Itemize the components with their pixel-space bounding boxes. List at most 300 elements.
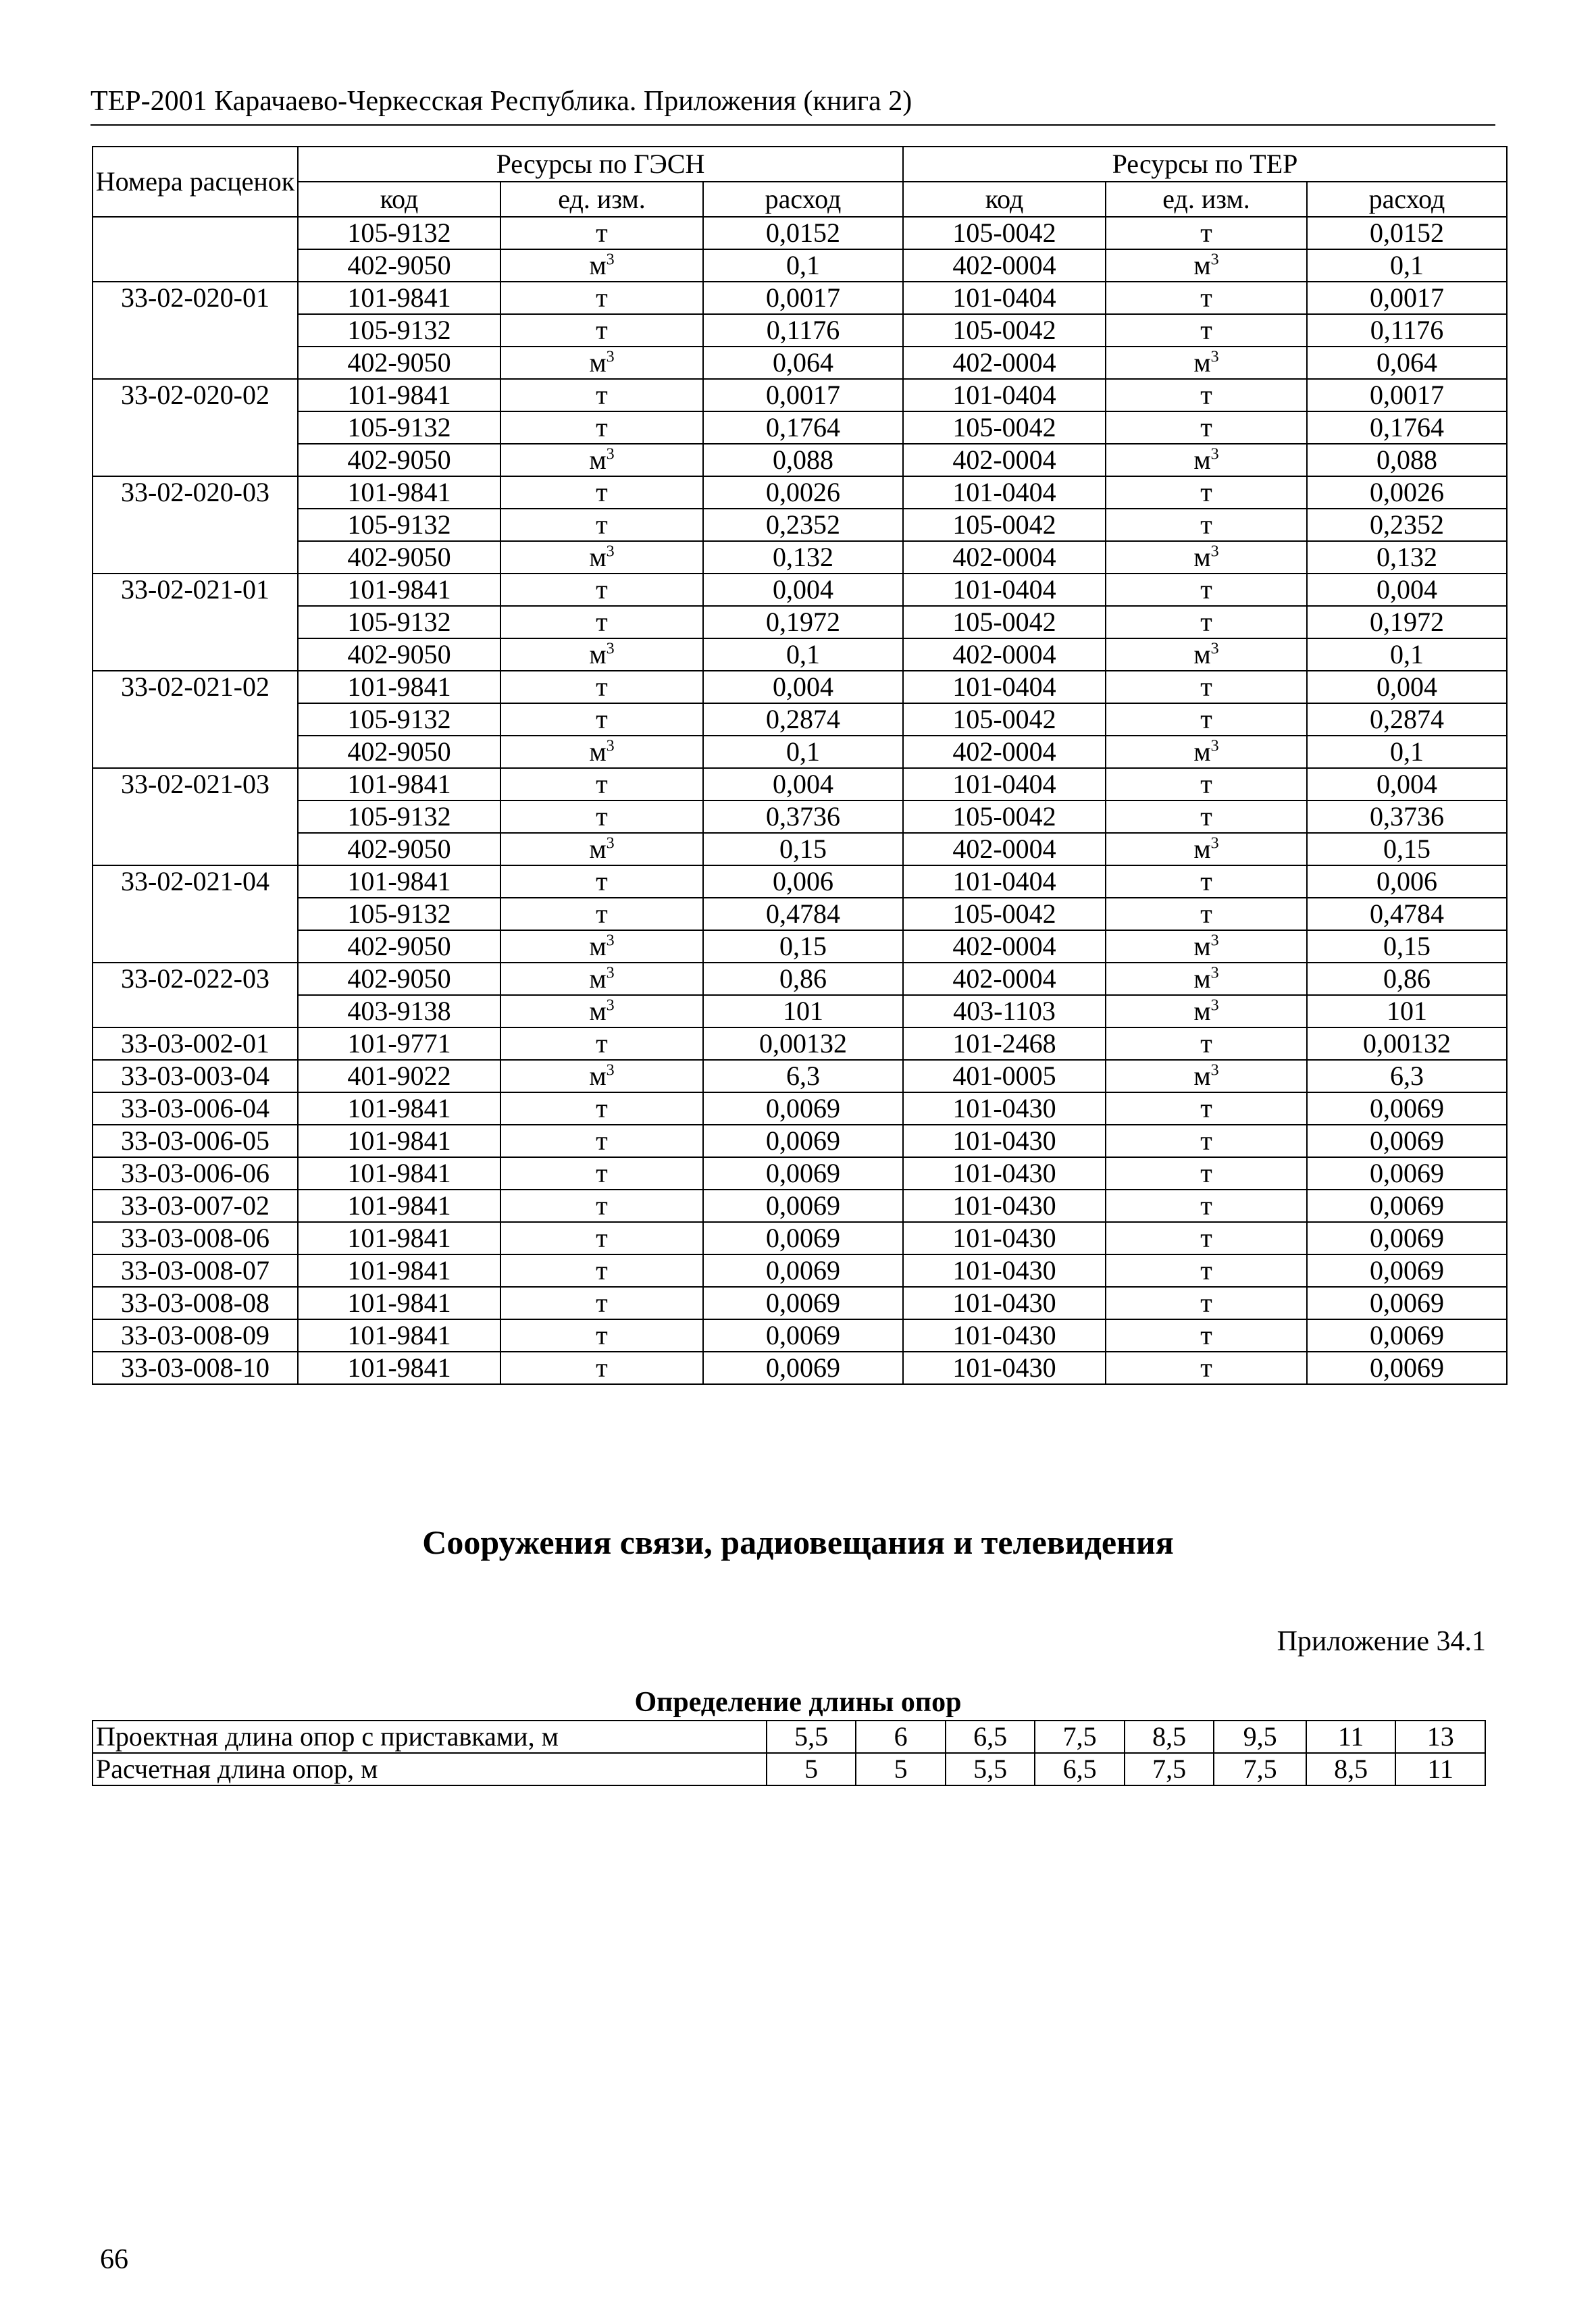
gesn-unit-cell: т bbox=[500, 411, 703, 444]
unit-m3: $м^3$ bbox=[589, 542, 615, 572]
ter-qty-cell: 0,0017 bbox=[1307, 282, 1507, 314]
length-value-cell: 5 bbox=[856, 1753, 946, 1785]
ter-unit-cell: т bbox=[1106, 411, 1307, 444]
table-row bbox=[93, 1319, 1507, 1352]
gesn-code-cell: 402-9050 bbox=[298, 638, 500, 671]
ter-code-cell: 402-0004 bbox=[903, 963, 1106, 995]
ter-qty-cell: 0,004 bbox=[1307, 574, 1507, 606]
ter-qty-cell: 0,064 bbox=[1307, 347, 1507, 379]
unit-m3: $м^3$ bbox=[589, 963, 615, 994]
ter-code-cell: 101-0404 bbox=[903, 282, 1106, 314]
ter-qty-cell: 6,3 bbox=[1307, 1060, 1507, 1092]
ter-unit-cell: т bbox=[1106, 1287, 1307, 1319]
ter-qty-cell: 0,2352 bbox=[1307, 509, 1507, 541]
gesn-qty-cell: 0,1 bbox=[703, 638, 903, 671]
ter-qty-cell: 0,0069 bbox=[1307, 1157, 1507, 1190]
rate-number-cell: 33-03-008-08 bbox=[93, 1287, 298, 1319]
gesn-unit-cell bbox=[500, 930, 703, 963]
ter-unit-cell: т bbox=[1106, 1352, 1307, 1384]
gesn-code-cell: 402-9050 bbox=[298, 249, 500, 282]
gesn-unit-cell bbox=[500, 833, 703, 865]
ter-unit-cell: т bbox=[1106, 1190, 1307, 1222]
unit-m3: $м^3$ bbox=[1193, 347, 1219, 378]
table-row bbox=[93, 703, 1507, 736]
table-row bbox=[93, 638, 1507, 671]
ter-unit-cell: т bbox=[1106, 476, 1307, 509]
table-row bbox=[93, 574, 1507, 606]
rate-number-cell: 33-03-008-06 bbox=[93, 1222, 298, 1254]
page-number: 66 bbox=[100, 2244, 128, 2275]
rate-number-cell: 33-02-020-02 bbox=[93, 379, 298, 476]
rate-number-cell: 33-02-021-01 bbox=[93, 574, 298, 671]
ter-unit-cell: т bbox=[1106, 1157, 1307, 1190]
ter-unit-cell bbox=[1106, 930, 1307, 963]
ter-qty-cell: 0,1972 bbox=[1307, 606, 1507, 638]
rate-number-cell: 33-03-006-05 bbox=[93, 1125, 298, 1157]
gesn-qty-cell: 0,0069 bbox=[703, 1287, 903, 1319]
gesn-code-cell: 402-9050 bbox=[298, 541, 500, 574]
gesn-unit-cell: т bbox=[500, 1222, 703, 1254]
ter-qty-cell: 0,006 bbox=[1307, 865, 1507, 898]
table-row bbox=[93, 930, 1507, 963]
length-value-cell: 9,5 bbox=[1214, 1721, 1306, 1753]
ter-code-cell: 101-0404 bbox=[903, 768, 1106, 800]
table-row bbox=[93, 671, 1507, 703]
ter-code-cell: 402-0004 bbox=[903, 444, 1106, 476]
gesn-code-cell: 101-9841 bbox=[298, 1190, 500, 1222]
table-row bbox=[93, 314, 1507, 347]
ter-code-cell: 101-0430 bbox=[903, 1157, 1106, 1190]
unit-m3: $м^3$ bbox=[1193, 1061, 1219, 1091]
unit-m3: $м^3$ bbox=[1193, 542, 1219, 572]
header-rate-number: Номера расценок bbox=[93, 147, 298, 217]
ter-qty-cell: 0,0152 bbox=[1307, 217, 1507, 249]
ter-unit-cell bbox=[1106, 347, 1307, 379]
length-value-cell: 7,5 bbox=[1214, 1753, 1306, 1785]
gesn-unit-cell: т bbox=[500, 671, 703, 703]
gesn-qty-cell: 0,0152 bbox=[703, 217, 903, 249]
length-value-cell: 6,5 bbox=[946, 1721, 1035, 1753]
ter-qty-cell: 0,1 bbox=[1307, 249, 1507, 282]
gesn-qty-cell: 0,1176 bbox=[703, 314, 903, 347]
ter-qty-cell: 0,004 bbox=[1307, 671, 1507, 703]
ter-qty-cell: 0,1176 bbox=[1307, 314, 1507, 347]
gesn-code-cell: 105-9132 bbox=[298, 411, 500, 444]
unit-m3: $м^3$ bbox=[589, 996, 615, 1026]
table-row bbox=[93, 282, 1507, 314]
header-gesn-resources: Ресурсы по ГЭСН bbox=[298, 147, 903, 182]
gesn-qty-cell: 0,006 bbox=[703, 865, 903, 898]
ter-code-cell: 105-0042 bbox=[903, 217, 1106, 249]
gesn-qty-cell: 0,088 bbox=[703, 444, 903, 476]
gesn-unit-cell: т bbox=[500, 1027, 703, 1060]
table-row bbox=[93, 379, 1507, 411]
ter-qty-cell: 0,0017 bbox=[1307, 379, 1507, 411]
ter-qty-cell: 0,2874 bbox=[1307, 703, 1507, 736]
gesn-code-cell: 402-9050 bbox=[298, 347, 500, 379]
gesn-qty-cell: 0,1 bbox=[703, 736, 903, 768]
ter-qty-cell: 0,1 bbox=[1307, 638, 1507, 671]
ter-code-cell: 402-0004 bbox=[903, 249, 1106, 282]
gesn-unit-cell: т bbox=[500, 898, 703, 930]
gesn-unit-cell: т bbox=[500, 1157, 703, 1190]
gesn-qty-cell: 0,004 bbox=[703, 574, 903, 606]
ter-unit-cell: т bbox=[1106, 574, 1307, 606]
gesn-code-cell: 101-9771 bbox=[298, 1027, 500, 1060]
gesn-code-cell: 101-9841 bbox=[298, 1352, 500, 1384]
gesn-qty-cell: 0,004 bbox=[703, 768, 903, 800]
table-row bbox=[93, 995, 1507, 1027]
table-row bbox=[93, 1287, 1507, 1319]
length-row-label: Проектная длина опор с приставками, м bbox=[93, 1721, 767, 1753]
ter-code-cell: 402-0004 bbox=[903, 833, 1106, 865]
gesn-qty-cell: 0,0017 bbox=[703, 282, 903, 314]
gesn-unit-cell: т bbox=[500, 1125, 703, 1157]
gesn-qty-cell: 0,3736 bbox=[703, 800, 903, 833]
table-row bbox=[93, 898, 1507, 930]
ter-unit-cell bbox=[1106, 995, 1307, 1027]
ter-qty-cell: 0,3736 bbox=[1307, 800, 1507, 833]
table-row bbox=[93, 411, 1507, 444]
gesn-qty-cell: 0,0017 bbox=[703, 379, 903, 411]
table-row bbox=[93, 865, 1507, 898]
length-value-cell: 6,5 bbox=[1035, 1753, 1125, 1785]
gesn-qty-cell: 0,4784 bbox=[703, 898, 903, 930]
ter-unit-cell: т bbox=[1106, 1222, 1307, 1254]
ter-code-cell: 105-0042 bbox=[903, 606, 1106, 638]
ter-qty-cell: 0,0069 bbox=[1307, 1190, 1507, 1222]
ter-code-cell: 401-0005 bbox=[903, 1060, 1106, 1092]
gesn-code-cell: 101-9841 bbox=[298, 574, 500, 606]
length-value-cell: 6 bbox=[856, 1721, 946, 1753]
ter-unit-cell: т bbox=[1106, 379, 1307, 411]
resources-table-body bbox=[93, 217, 1507, 1384]
ter-unit-cell bbox=[1106, 638, 1307, 671]
ter-unit-cell: т bbox=[1106, 1092, 1307, 1125]
table-row bbox=[93, 476, 1507, 509]
gesn-unit-cell bbox=[500, 995, 703, 1027]
gesn-unit-cell: т bbox=[500, 1319, 703, 1352]
gesn-code-cell: 402-9050 bbox=[298, 963, 500, 995]
gesn-code-cell: 101-9841 bbox=[298, 1092, 500, 1125]
gesn-code-cell: 402-9050 bbox=[298, 736, 500, 768]
ter-code-cell: 101-2468 bbox=[903, 1027, 1106, 1060]
length-value-cell: 8,5 bbox=[1306, 1753, 1396, 1785]
gesn-code-cell: 401-9022 bbox=[298, 1060, 500, 1092]
pole-length-table-body bbox=[93, 1721, 1485, 1785]
ter-code-cell: 101-0404 bbox=[903, 671, 1106, 703]
table-row bbox=[93, 541, 1507, 574]
ter-unit-cell bbox=[1106, 541, 1307, 574]
gesn-code-cell: 101-9841 bbox=[298, 282, 500, 314]
ter-qty-cell: 0,0069 bbox=[1307, 1254, 1507, 1287]
ter-unit-cell: т bbox=[1106, 671, 1307, 703]
gesn-code-cell: 101-9841 bbox=[298, 1319, 500, 1352]
ter-qty-cell: 0,15 bbox=[1307, 833, 1507, 865]
gesn-code-cell: 105-9132 bbox=[298, 509, 500, 541]
length-value-cell: 11 bbox=[1306, 1721, 1396, 1753]
rate-number-cell: 33-02-021-02 bbox=[93, 671, 298, 768]
ter-unit-cell: т bbox=[1106, 606, 1307, 638]
unit-m3: $м^3$ bbox=[589, 736, 615, 767]
rate-number-cell: 33-02-020-01 bbox=[93, 282, 298, 379]
gesn-unit-cell: т bbox=[500, 574, 703, 606]
ter-qty-cell: 0,0069 bbox=[1307, 1222, 1507, 1254]
gesn-unit-cell bbox=[500, 736, 703, 768]
table-row bbox=[93, 1352, 1507, 1384]
gesn-unit-cell: т bbox=[500, 217, 703, 249]
gesn-unit-cell bbox=[500, 963, 703, 995]
table-row bbox=[93, 1157, 1507, 1190]
ter-code-cell: 105-0042 bbox=[903, 509, 1106, 541]
gesn-unit-cell: т bbox=[500, 282, 703, 314]
gesn-unit-cell: т bbox=[500, 800, 703, 833]
length-value-cell: 13 bbox=[1395, 1721, 1485, 1753]
table-row bbox=[93, 509, 1507, 541]
length-row bbox=[93, 1721, 1485, 1753]
unit-m3: $м^3$ bbox=[589, 1061, 615, 1091]
ter-unit-cell: т bbox=[1106, 898, 1307, 930]
unit-m3: $м^3$ bbox=[589, 444, 615, 475]
gesn-code-cell: 101-9841 bbox=[298, 768, 500, 800]
gesn-unit-cell bbox=[500, 1060, 703, 1092]
rate-number-cell: 33-03-008-07 bbox=[93, 1254, 298, 1287]
unit-m3: $м^3$ bbox=[589, 639, 615, 669]
ter-unit-cell: т bbox=[1106, 865, 1307, 898]
gesn-qty-cell: 0,2874 bbox=[703, 703, 903, 736]
gesn-qty-cell: 0,00132 bbox=[703, 1027, 903, 1060]
unit-m3: $м^3$ bbox=[589, 834, 615, 864]
ter-code-cell: 101-0430 bbox=[903, 1092, 1106, 1125]
table-row bbox=[93, 444, 1507, 476]
ter-code-cell: 105-0042 bbox=[903, 411, 1106, 444]
header-gesn-qty: расход bbox=[703, 182, 903, 217]
unit-m3: $м^3$ bbox=[589, 347, 615, 378]
gesn-qty-cell: 6,3 bbox=[703, 1060, 903, 1092]
unit-m3: $м^3$ bbox=[1193, 736, 1219, 767]
rate-number-cell: 33-03-003-04 bbox=[93, 1060, 298, 1092]
gesn-qty-cell: 0,0069 bbox=[703, 1092, 903, 1125]
rate-number-cell: 33-02-021-03 bbox=[93, 768, 298, 865]
ter-unit-cell: т bbox=[1106, 800, 1307, 833]
gesn-unit-cell: т bbox=[500, 1254, 703, 1287]
ter-qty-cell: 101 bbox=[1307, 995, 1507, 1027]
gesn-code-cell: 101-9841 bbox=[298, 476, 500, 509]
gesn-qty-cell: 0,0069 bbox=[703, 1254, 903, 1287]
gesn-code-cell: 105-9132 bbox=[298, 217, 500, 249]
ter-unit-cell: т bbox=[1106, 1125, 1307, 1157]
gesn-qty-cell: 0,0069 bbox=[703, 1222, 903, 1254]
table-row bbox=[93, 1092, 1507, 1125]
section-title: Сооружения связи, радиовещания и телевидения bbox=[422, 1523, 1174, 1561]
ter-unit-cell bbox=[1106, 963, 1307, 995]
gesn-qty-cell: 101 bbox=[703, 995, 903, 1027]
ter-code-cell: 101-0404 bbox=[903, 476, 1106, 509]
gesn-qty-cell: 0,15 bbox=[703, 833, 903, 865]
gesn-qty-cell: 0,064 bbox=[703, 347, 903, 379]
gesn-unit-cell: т bbox=[500, 509, 703, 541]
resources-table bbox=[92, 146, 1508, 1385]
table-row bbox=[93, 1027, 1507, 1060]
ter-code-cell: 403-1103 bbox=[903, 995, 1106, 1027]
ter-code-cell: 402-0004 bbox=[903, 541, 1106, 574]
header-gesn-unit: ед. изм. bbox=[500, 182, 703, 217]
ter-code-cell: 101-0430 bbox=[903, 1287, 1106, 1319]
unit-m3: $м^3$ bbox=[1193, 996, 1219, 1026]
gesn-code-cell: 105-9132 bbox=[298, 800, 500, 833]
ter-qty-cell: 0,4784 bbox=[1307, 898, 1507, 930]
rate-number-cell: 33-03-008-09 bbox=[93, 1319, 298, 1352]
gesn-unit-cell: т bbox=[500, 606, 703, 638]
ter-code-cell: 101-0430 bbox=[903, 1352, 1106, 1384]
ter-unit-cell: т bbox=[1106, 703, 1307, 736]
length-value-cell: 5,5 bbox=[946, 1753, 1035, 1785]
table-row bbox=[93, 347, 1507, 379]
gesn-code-cell: 101-9841 bbox=[298, 1125, 500, 1157]
gesn-qty-cell: 0,1 bbox=[703, 249, 903, 282]
ter-unit-cell: т bbox=[1106, 1027, 1307, 1060]
table-row bbox=[93, 1222, 1507, 1254]
table-row bbox=[93, 217, 1507, 249]
table-row bbox=[93, 1125, 1507, 1157]
rate-number-cell: 33-02-022-03 bbox=[93, 963, 298, 1027]
length-value-cell: 5,5 bbox=[767, 1721, 856, 1753]
gesn-unit-cell bbox=[500, 347, 703, 379]
gesn-code-cell: 101-9841 bbox=[298, 1254, 500, 1287]
ter-qty-cell: 0,0069 bbox=[1307, 1352, 1507, 1384]
gesn-qty-cell: 0,0069 bbox=[703, 1319, 903, 1352]
unit-m3: $м^3$ bbox=[1193, 639, 1219, 669]
gesn-unit-cell: т bbox=[500, 1190, 703, 1222]
ter-qty-cell: 0,0069 bbox=[1307, 1125, 1507, 1157]
unit-m3: $м^3$ bbox=[1193, 834, 1219, 864]
rate-number-cell: 33-03-006-04 bbox=[93, 1092, 298, 1125]
header-gesn-code: код bbox=[298, 182, 500, 217]
gesn-unit-cell: т bbox=[500, 1287, 703, 1319]
unit-m3: $м^3$ bbox=[1193, 963, 1219, 994]
ter-unit-cell bbox=[1106, 833, 1307, 865]
header-ter-qty: расход bbox=[1307, 182, 1507, 217]
length-value-cell: 7,5 bbox=[1125, 1753, 1214, 1785]
gesn-qty-cell: 0,15 bbox=[703, 930, 903, 963]
gesn-code-cell: 402-9050 bbox=[298, 833, 500, 865]
gesn-qty-cell: 0,0026 bbox=[703, 476, 903, 509]
table-row bbox=[93, 768, 1507, 800]
ter-code-cell: 105-0042 bbox=[903, 314, 1106, 347]
ter-code-cell: 101-0430 bbox=[903, 1125, 1106, 1157]
ter-qty-cell: 0,1764 bbox=[1307, 411, 1507, 444]
rate-number-cell: 33-02-021-04 bbox=[93, 865, 298, 963]
rate-number-cell: 33-02-020-03 bbox=[93, 476, 298, 574]
gesn-unit-cell bbox=[500, 541, 703, 574]
ter-code-cell: 105-0042 bbox=[903, 898, 1106, 930]
ter-qty-cell: 0,0069 bbox=[1307, 1287, 1507, 1319]
ter-unit-cell: т bbox=[1106, 768, 1307, 800]
ter-unit-cell: т bbox=[1106, 282, 1307, 314]
gesn-unit-cell: т bbox=[500, 379, 703, 411]
ter-unit-cell bbox=[1106, 444, 1307, 476]
gesn-qty-cell: 0,004 bbox=[703, 671, 903, 703]
unit-m3: $м^3$ bbox=[589, 931, 615, 961]
ter-code-cell: 402-0004 bbox=[903, 638, 1106, 671]
table-row bbox=[93, 606, 1507, 638]
unit-m3: $м^3$ bbox=[1193, 250, 1219, 280]
table-row bbox=[93, 736, 1507, 768]
ter-code-cell: 101-0430 bbox=[903, 1254, 1106, 1287]
table-row bbox=[93, 1254, 1507, 1287]
gesn-unit-cell: т bbox=[500, 865, 703, 898]
ter-qty-cell: 0,004 bbox=[1307, 768, 1507, 800]
gesn-code-cell: 101-9841 bbox=[298, 865, 500, 898]
gesn-code-cell: 101-9841 bbox=[298, 1157, 500, 1190]
gesn-unit-cell: т bbox=[500, 1092, 703, 1125]
gesn-qty-cell: 0,1764 bbox=[703, 411, 903, 444]
gesn-unit-cell: т bbox=[500, 768, 703, 800]
ter-code-cell: 101-0404 bbox=[903, 379, 1106, 411]
table-row bbox=[93, 249, 1507, 282]
gesn-qty-cell: 0,0069 bbox=[703, 1190, 903, 1222]
ter-code-cell: 402-0004 bbox=[903, 930, 1106, 963]
ter-code-cell: 101-0430 bbox=[903, 1190, 1106, 1222]
gesn-code-cell: 105-9132 bbox=[298, 606, 500, 638]
ter-qty-cell: 0,0069 bbox=[1307, 1319, 1507, 1352]
pole-length-table bbox=[92, 1720, 1486, 1786]
ter-unit-cell bbox=[1106, 249, 1307, 282]
ter-code-cell: 101-0430 bbox=[903, 1222, 1106, 1254]
gesn-code-cell: 105-9132 bbox=[298, 898, 500, 930]
gesn-qty-cell: 0,86 bbox=[703, 963, 903, 995]
gesn-code-cell: 402-9050 bbox=[298, 444, 500, 476]
gesn-code-cell: 101-9841 bbox=[298, 379, 500, 411]
unit-m3: $м^3$ bbox=[1193, 444, 1219, 475]
length-value-cell: 7,5 bbox=[1035, 1721, 1125, 1753]
ter-unit-cell: т bbox=[1106, 1254, 1307, 1287]
ter-unit-cell: т bbox=[1106, 1319, 1307, 1352]
gesn-unit-cell: т bbox=[500, 476, 703, 509]
gesn-code-cell: 105-9132 bbox=[298, 314, 500, 347]
unit-m3: $м^3$ bbox=[1193, 931, 1219, 961]
ter-qty-cell: 0,0026 bbox=[1307, 476, 1507, 509]
ter-qty-cell: 0,088 bbox=[1307, 444, 1507, 476]
ter-code-cell: 402-0004 bbox=[903, 736, 1106, 768]
gesn-qty-cell: 0,132 bbox=[703, 541, 903, 574]
gesn-qty-cell: 0,0069 bbox=[703, 1157, 903, 1190]
ter-qty-cell: 0,0069 bbox=[1307, 1092, 1507, 1125]
length-row bbox=[93, 1753, 1485, 1785]
ter-unit-cell bbox=[1106, 1060, 1307, 1092]
header-ter-resources: Ресурсы по ТЕР bbox=[903, 147, 1507, 182]
gesn-qty-cell: 0,0069 bbox=[703, 1125, 903, 1157]
gesn-qty-cell: 0,2352 bbox=[703, 509, 903, 541]
ter-unit-cell bbox=[1106, 736, 1307, 768]
ter-qty-cell: 0,132 bbox=[1307, 541, 1507, 574]
gesn-code-cell: 101-9841 bbox=[298, 1222, 500, 1254]
ter-code-cell: 101-0404 bbox=[903, 574, 1106, 606]
gesn-code-cell: 101-9841 bbox=[298, 1287, 500, 1319]
ter-unit-cell: т bbox=[1106, 509, 1307, 541]
table-row bbox=[93, 800, 1507, 833]
ter-code-cell: 101-0430 bbox=[903, 1319, 1106, 1352]
running-header: ТЕР-2001 Карачаево-Черкесская Республика. Приложения (книга 2) bbox=[91, 81, 1495, 126]
ter-unit-cell: т bbox=[1106, 217, 1307, 249]
gesn-unit-cell bbox=[500, 249, 703, 282]
header-ter-code: код bbox=[903, 182, 1106, 217]
ter-qty-cell: 0,1 bbox=[1307, 736, 1507, 768]
ter-qty-cell: 0,15 bbox=[1307, 930, 1507, 963]
gesn-qty-cell: 0,1972 bbox=[703, 606, 903, 638]
rate-number-cell: 33-03-002-01 bbox=[93, 1027, 298, 1060]
ter-code-cell: 402-0004 bbox=[903, 347, 1106, 379]
